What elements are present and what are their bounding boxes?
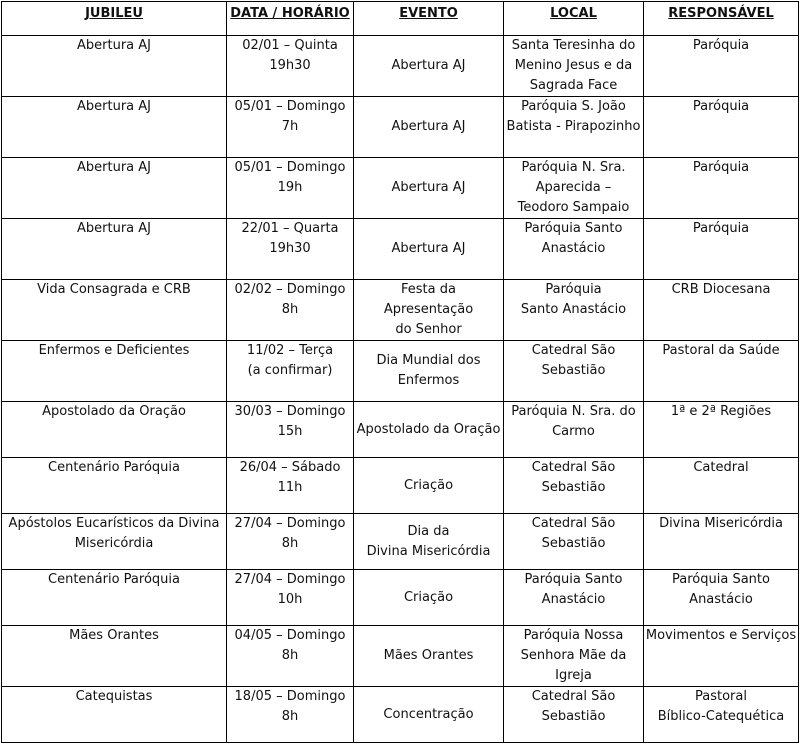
cell-line: 1ª e 2ª Regiões: [670, 404, 772, 419]
cell-jubileu: [2, 514, 227, 570]
cell-jubileu: [2, 341, 227, 402]
cell-line: Catedral São: [531, 460, 616, 475]
cell-responsavel: [644, 280, 799, 341]
cell-line: Mães Orantes: [69, 628, 159, 643]
cell-line: Paróquia: [545, 282, 602, 297]
cell-line: 05/01 – Domingo: [234, 160, 346, 175]
cell-line: Dia Mundial dos: [376, 353, 481, 368]
header-data-horario: DATA / HORÁRIO: [227, 2, 354, 36]
cell-line: Paróquia Nossa: [523, 628, 624, 643]
header-local: LOCAL: [504, 2, 644, 36]
cell-line: Apóstolos Eucarísticos da Divina: [8, 516, 220, 531]
cell-line: Centenário Paróquia: [48, 460, 180, 475]
bottom-divider: [1, 742, 798, 743]
cell-line: Anastácio: [541, 592, 606, 607]
cell-line: 22/01 – Quarta: [241, 221, 339, 236]
schedule-body: [2, 36, 799, 743]
cell-jubileu: [2, 626, 227, 687]
cell-line: 30/03 – Domingo: [234, 404, 346, 419]
cell-evento: [354, 280, 504, 341]
cell-line: Paróquia: [692, 221, 750, 236]
cell-line: Festa da: [401, 282, 456, 297]
cell-line: Santa Teresinha do: [511, 38, 636, 53]
cell-responsavel: [644, 341, 799, 402]
cell-jubileu: [2, 219, 227, 280]
cell-data: [227, 458, 354, 514]
cell-line: 19h: [277, 180, 303, 195]
cell-line: Sebastião: [541, 709, 606, 724]
cell-line: Movimentos e Serviços: [645, 628, 797, 643]
cell-evento: [354, 570, 504, 626]
cell-line: Sagrada Face: [529, 78, 618, 93]
cell-line: 19h30: [269, 241, 311, 256]
cell-jubileu: [2, 36, 227, 97]
cell-line: Abertura AJ: [77, 221, 151, 236]
cell-line: Abertura AJ: [391, 119, 466, 134]
cell-line: 7h: [281, 119, 299, 134]
cell-line: Anastácio: [689, 592, 753, 607]
cell-jubileu: [2, 402, 227, 458]
cell-line: 02/01 – Quinta: [242, 38, 338, 53]
cell-line: Catequistas: [75, 689, 153, 704]
cell-line: Abertura AJ: [77, 160, 151, 175]
cell-jubileu: [2, 570, 227, 626]
cell-line: Paróquia: [692, 99, 750, 114]
cell-evento: [354, 402, 504, 458]
table-row: [2, 687, 799, 743]
cell-data: [227, 158, 354, 219]
cell-local: [504, 570, 644, 626]
cell-responsavel: [644, 97, 799, 158]
cell-line: Catedral São: [531, 516, 616, 531]
cell-line: Apostolado da Oração: [42, 404, 186, 419]
table-row: [2, 514, 799, 570]
cell-line: 10h: [277, 592, 303, 607]
cell-responsavel: [644, 514, 799, 570]
cell-line: Apresentação: [383, 302, 474, 317]
cell-local: [504, 402, 644, 458]
table-row: [2, 219, 799, 280]
cell-evento: [354, 341, 504, 402]
cell-line: Sebastião: [541, 480, 606, 495]
cell-line: Paróquia: [692, 160, 750, 175]
cell-local: [504, 97, 644, 158]
cell-data: [227, 687, 354, 743]
cell-line: Abertura AJ: [391, 58, 466, 73]
cell-line: Apostolado da Oração: [356, 421, 501, 437]
cell-line: Centenário Paróquia: [48, 572, 180, 587]
cell-line: 05/01 – Domingo: [234, 99, 346, 114]
cell-responsavel: [644, 626, 799, 687]
cell-jubileu: [2, 687, 227, 743]
cell-responsavel: [644, 402, 799, 458]
cell-line: Pastoral da Saúde: [662, 343, 780, 358]
cell-data: [227, 514, 354, 570]
cell-line: Divina Misericórdia: [366, 543, 491, 559]
header-responsavel: RESPONSÁVEL: [644, 2, 799, 36]
cell-line: Sebastião: [541, 363, 606, 378]
cell-line: Paróquia N. Sra. do: [511, 404, 636, 419]
cell-line: Catedral: [693, 460, 749, 475]
cell-responsavel: [644, 158, 799, 219]
cell-line: Igreja: [555, 668, 592, 683]
cell-evento: [354, 219, 504, 280]
cell-line: Criação: [403, 589, 454, 605]
cell-data: [227, 36, 354, 97]
cell-local: [504, 341, 644, 402]
cell-evento: [354, 158, 504, 219]
cell-evento: [354, 626, 504, 687]
cell-responsavel: [644, 36, 799, 97]
cell-local: [504, 458, 644, 514]
cell-line: 02/02 – Domingo: [234, 282, 346, 297]
cell-line: Enfermos e Deficientes: [38, 343, 190, 358]
cell-evento: [354, 97, 504, 158]
cell-responsavel: [644, 570, 799, 626]
cell-line: Catedral São: [531, 689, 616, 704]
header-jubileu: JUBILEU: [2, 2, 227, 36]
cell-line: 8h: [281, 536, 299, 551]
cell-line: 11/02 – Terça: [246, 343, 334, 358]
cell-line: Batista - Pirapozinho: [506, 119, 641, 134]
cell-line: 27/04 – Domingo: [234, 516, 346, 531]
cell-jubileu: [2, 97, 227, 158]
cell-data: [227, 97, 354, 158]
cell-line: 8h: [281, 709, 299, 724]
cell-line: Paróquia Santo: [672, 572, 770, 587]
cell-local: [504, 219, 644, 280]
cell-jubileu: [2, 280, 227, 341]
cell-line: Abertura AJ: [391, 241, 466, 256]
cell-line: Santo Anastácio: [520, 302, 627, 317]
cell-line: 04/05 – Domingo: [234, 628, 346, 643]
cell-responsavel: [644, 458, 799, 514]
cell-responsavel: [644, 219, 799, 280]
cell-evento: [354, 514, 504, 570]
cell-jubileu: [2, 458, 227, 514]
cell-line: Concentração: [383, 706, 474, 722]
cell-local: [504, 514, 644, 570]
cell-line: Dia da: [407, 523, 450, 539]
cell-line: Carmo: [552, 424, 595, 439]
cell-line: Abertura AJ: [391, 180, 466, 195]
cell-line: Menino Jesus e da: [514, 58, 633, 73]
cell-data: [227, 570, 354, 626]
cell-line: Catedral São: [531, 343, 616, 358]
cell-evento: [354, 458, 504, 514]
jubileu-schedule-table: [1, 1, 799, 743]
cell-line: 26/04 – Sábado: [239, 460, 341, 475]
table-row: [2, 36, 799, 97]
cell-data: [227, 626, 354, 687]
cell-line: Abertura AJ: [77, 38, 151, 53]
cell-line: Enfermos: [397, 373, 460, 388]
cell-local: [504, 687, 644, 743]
cell-evento: [354, 36, 504, 97]
table-row: [2, 158, 799, 219]
cell-line: Abertura AJ: [77, 99, 151, 114]
cell-line: CRB Diocesana: [671, 282, 771, 297]
cell-line: 19h30: [269, 58, 311, 73]
cell-line: Pastoral: [695, 689, 747, 704]
cell-line: 8h: [281, 302, 299, 317]
cell-line: Bíblico-Catequética: [657, 709, 785, 724]
cell-data: [227, 402, 354, 458]
cell-line: Sebastião: [541, 536, 606, 551]
cell-data: [227, 219, 354, 280]
cell-line: 11h: [277, 480, 303, 495]
cell-line: (a confirmar): [247, 363, 333, 378]
cell-responsavel: [644, 687, 799, 743]
cell-line: Senhora Mãe da: [520, 648, 627, 663]
cell-line: Teodoro Sampaio: [517, 200, 630, 215]
cell-jubileu: [2, 158, 227, 219]
cell-line: 15h: [277, 424, 303, 439]
cell-line: Anastácio: [541, 241, 606, 256]
cell-line: 27/04 – Domingo: [234, 572, 346, 587]
table-row: [2, 402, 799, 458]
cell-data: [227, 341, 354, 402]
cell-local: [504, 626, 644, 687]
cell-local: [504, 280, 644, 341]
cell-evento: [354, 687, 504, 743]
cell-data: [227, 280, 354, 341]
table-row: [2, 570, 799, 626]
cell-line: do Senhor: [395, 322, 462, 337]
cell-line: Paróquia S. João: [521, 99, 626, 114]
cell-line: Misericórdia: [74, 536, 154, 551]
header-row: [2, 2, 799, 36]
table-row: [2, 458, 799, 514]
cell-line: Mães Orantes: [383, 648, 474, 663]
table-row: [2, 626, 799, 687]
cell-line: 18/05 – Domingo: [234, 689, 346, 704]
cell-local: [504, 36, 644, 97]
table-row: [2, 97, 799, 158]
cell-line: Divina Misericórdia: [659, 516, 783, 531]
cell-line: Paróquia: [692, 38, 750, 53]
cell-line: Paróquia Santo: [524, 221, 623, 236]
table-row: [2, 280, 799, 341]
cell-line: Vida Consagrada e CRB: [37, 282, 191, 297]
cell-local: [504, 158, 644, 219]
header-evento: EVENTO: [354, 2, 504, 36]
cell-line: Paróquia Santo: [524, 572, 623, 587]
cell-line: Criação: [403, 477, 454, 493]
cell-line: Paróquia N. Sra.: [521, 160, 626, 175]
cell-line: Aparecida –: [535, 180, 612, 195]
cell-line: 8h: [281, 648, 299, 663]
table-row: [2, 341, 799, 402]
